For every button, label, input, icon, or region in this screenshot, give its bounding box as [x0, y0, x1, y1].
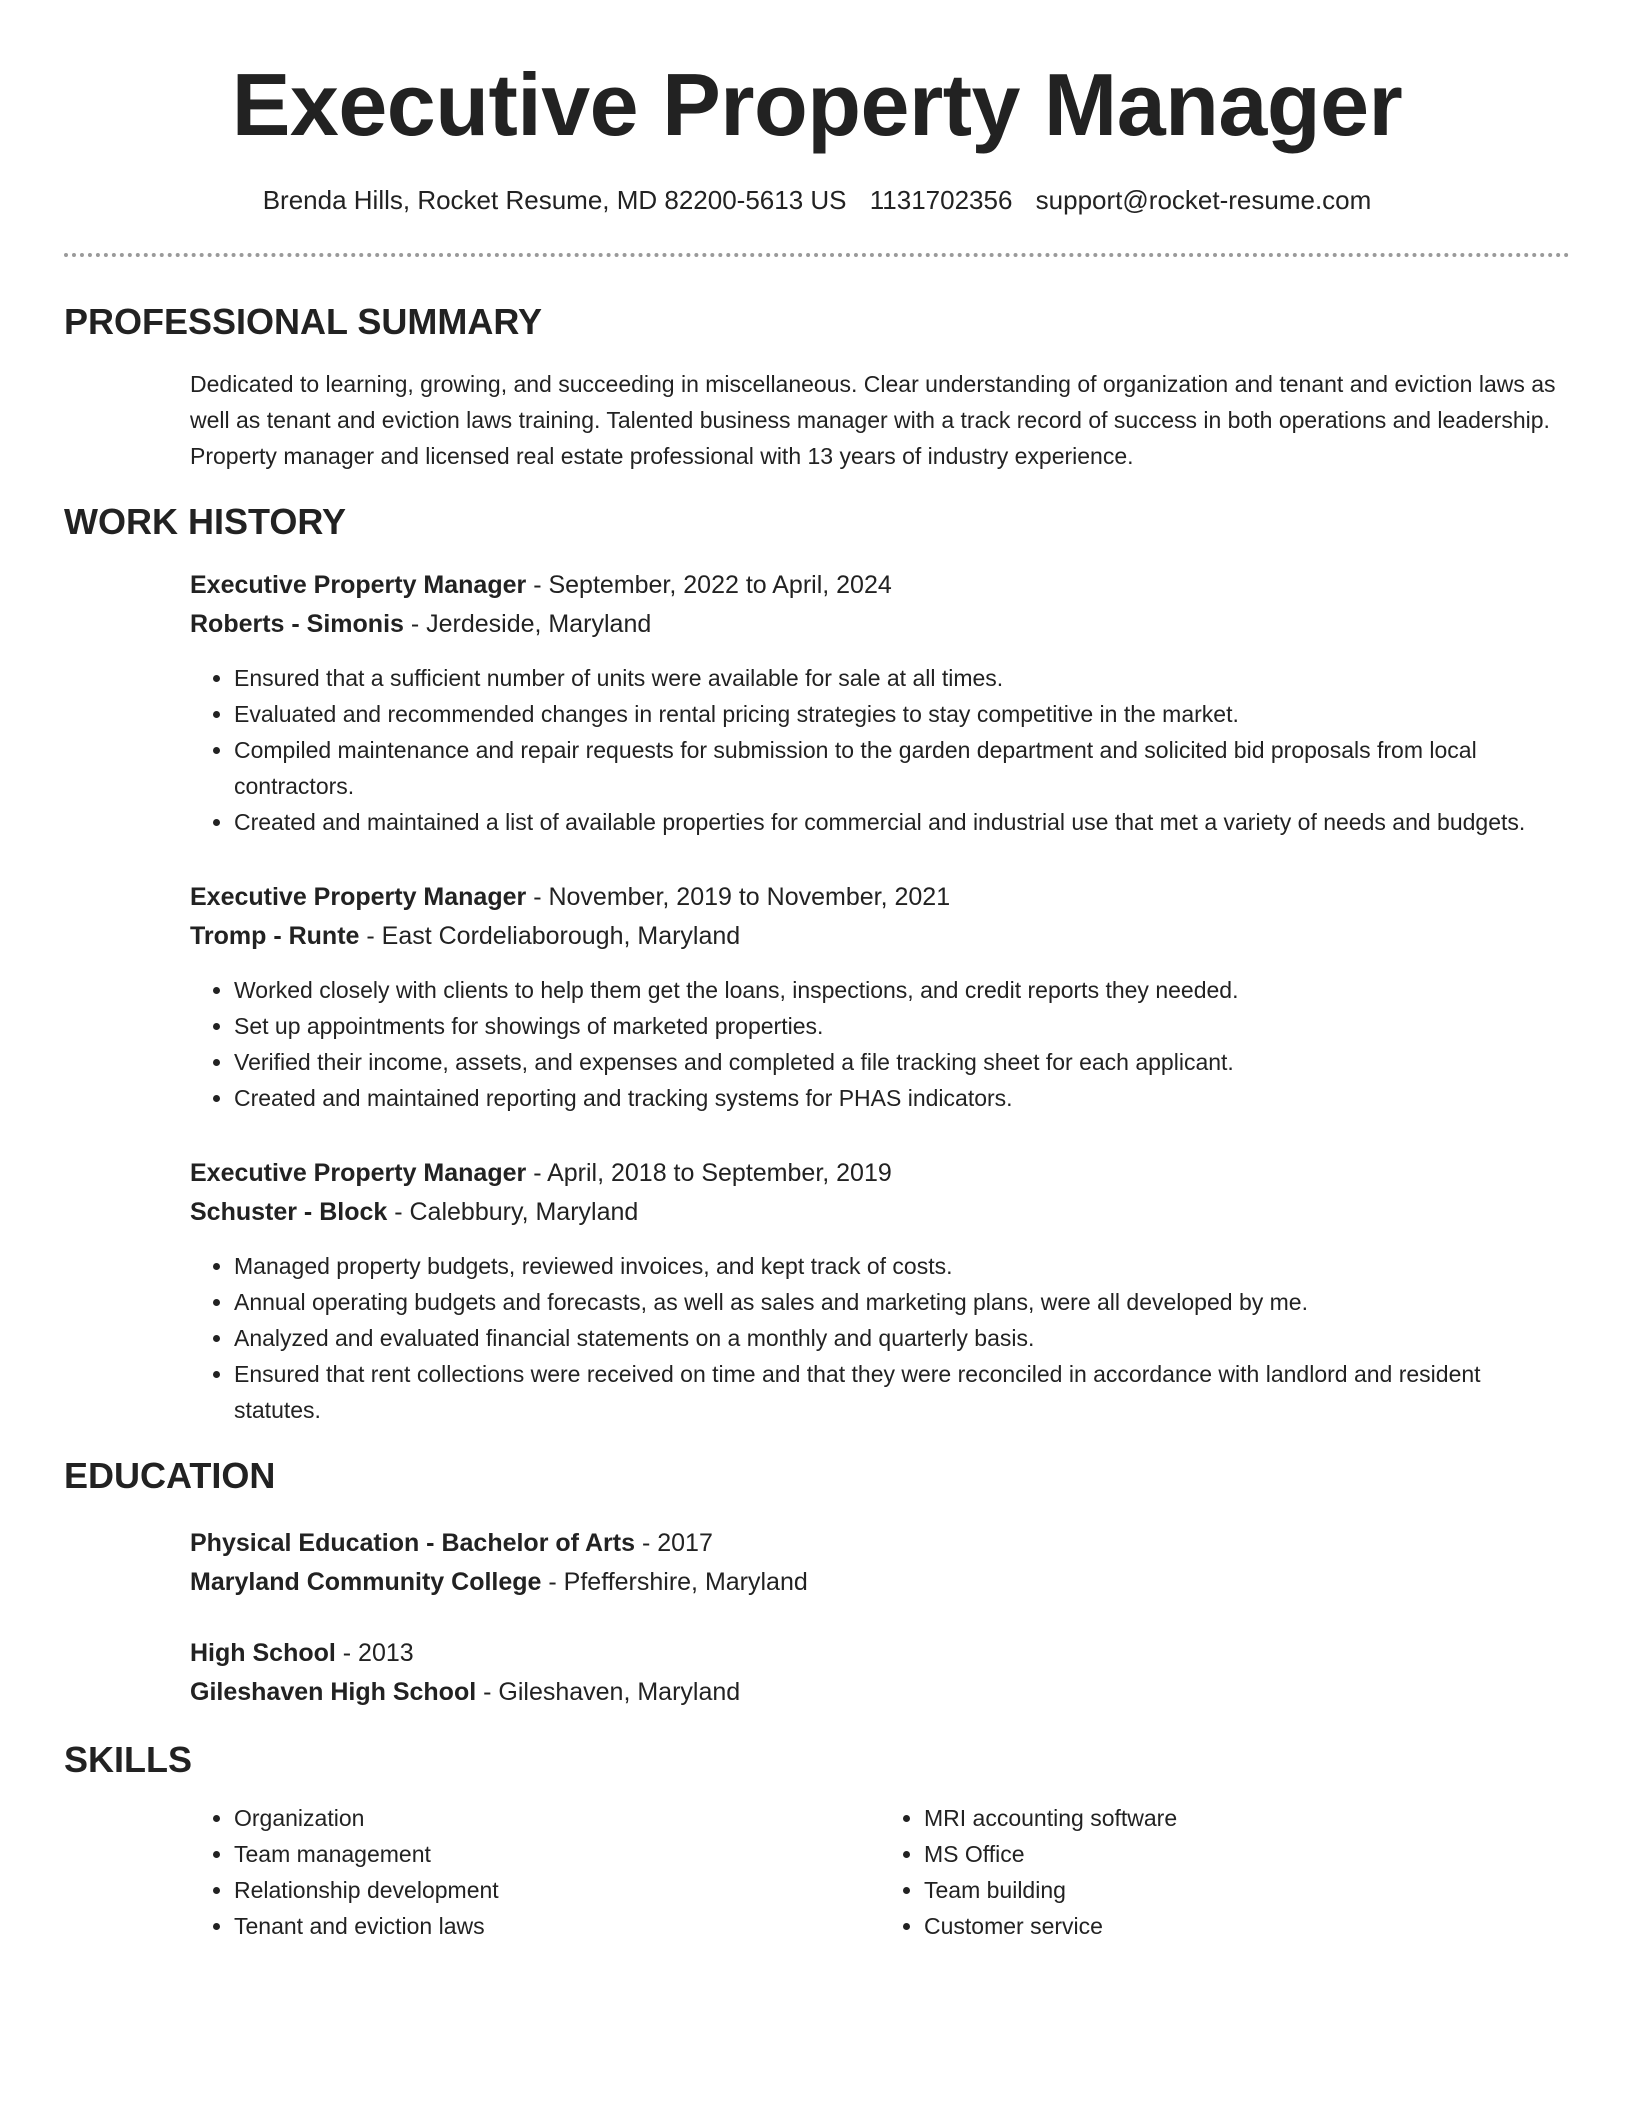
list-item: • Worked closely with clients to help them get the loans, inspections, and credit reports they needed. [234, 972, 1570, 1008]
skill-item: • Organization [234, 1800, 880, 1836]
list-item: • Verified their income, assets, and expenses and completed a file tracking sheet for each applicant. [234, 1044, 1570, 1080]
skill-item: • Customer service [924, 1908, 1570, 1944]
education-location: - Pfeffershire, Maryland [541, 1568, 808, 1596]
skill-item: • MS Office [924, 1836, 1570, 1872]
job-dates: - April, 2018 to September, 2019 [526, 1159, 892, 1187]
education-entry [190, 1634, 1570, 1712]
job-role: Executive Property Manager [190, 571, 527, 599]
resume-name: Executive Property Manager [231, 55, 1403, 154]
job-bullets [190, 972, 1570, 1116]
skills-column-left [190, 1800, 880, 1944]
job-role: Executive Property Manager [190, 1159, 527, 1187]
education-degree: Physical Education - Bachelor of Arts [190, 1529, 636, 1557]
job-role: Executive Property Manager [190, 883, 527, 911]
skills-heading: SKILLS [64, 1739, 193, 1780]
skills-column-right [880, 1800, 1570, 1944]
education-year: - 2013 [335, 1639, 414, 1667]
list-item: • Annual operating budgets and forecasts, as well as sales and marketing plans, were all developed by me. [234, 1284, 1570, 1320]
job-title-line [190, 878, 1570, 917]
skill-item: • MRI accounting software [924, 1800, 1570, 1836]
education-location: - Gileshaven, Maryland [476, 1678, 741, 1706]
job-location: - Calebbury, Maryland [387, 1198, 639, 1226]
education-degree-line [190, 1634, 1570, 1673]
job-location: - East Cordeliaborough, Maryland [359, 922, 741, 950]
job-title-line [190, 1154, 1570, 1193]
contact-email: support@rocket-resume.com [1035, 185, 1372, 215]
list-item: • Ensured that rent collections were received on time and that they were reconciled in accordance with landlord and resident statutes. [234, 1356, 1570, 1428]
job-company-line [190, 1193, 1570, 1232]
skills-grid [190, 1800, 1570, 1944]
job-company-line [190, 917, 1570, 956]
education-school-line [190, 1673, 1570, 1712]
skill-item: • Team management [234, 1836, 880, 1872]
list-item: • Ensured that a sufficient number of units were available for sale at all times. [234, 660, 1570, 696]
job-company-line [190, 605, 1570, 644]
summary-heading: PROFESSIONAL SUMMARY [64, 301, 543, 342]
contact-line [64, 183, 1570, 217]
skill-item: • Team building [924, 1872, 1570, 1908]
education-school-line [190, 1563, 1570, 1602]
education-heading: EDUCATION [64, 1455, 276, 1496]
list-item: • Compiled maintenance and repair requests for submission to the garden department and solicited bid proposals from local contractors. [234, 732, 1570, 804]
job-entry [190, 878, 1570, 1116]
education-year: - 2017 [635, 1529, 713, 1557]
skill-item: • Tenant and eviction laws [234, 1908, 880, 1944]
skill-item: • Relationship development [234, 1872, 880, 1908]
list-item: • Set up appointments for showings of marketed properties. [234, 1008, 1570, 1044]
job-location: - Jerdeside, Maryland [403, 610, 652, 638]
job-entry [190, 1154, 1570, 1428]
summary-text: Dedicated to learning, growing, and succeeding in miscellaneous. Clear understanding of organization and tenant and eviction laws as well as tenant and eviction laws training. Talented business manager with a track record of success in both operations and leadership. Property manager and licensed real estate professional with 13 years of industry experience. [190, 371, 1556, 469]
education-degree: High School [190, 1639, 336, 1667]
job-company: Schuster - Block [190, 1198, 388, 1226]
contact-phone: 1131702356 [869, 185, 1013, 215]
education-list [190, 1524, 1570, 1712]
list-item: • Managed property budgets, reviewed invoices, and kept track of costs. [234, 1248, 1570, 1284]
job-dates: - September, 2022 to April, 2024 [526, 571, 892, 599]
list-item: • Analyzed and evaluated financial statements on a monthly and quarterly basis. [234, 1320, 1570, 1356]
job-title-line [190, 566, 1570, 605]
job-company: Roberts - Simonis [190, 610, 404, 638]
job-bullets [190, 1248, 1570, 1428]
list-item: • Created and maintained reporting and tracking systems for PHAS indicators. [234, 1080, 1570, 1116]
work-history-list [190, 566, 1570, 1428]
education-entry [190, 1524, 1570, 1602]
job-entry [190, 566, 1570, 840]
education-school: Maryland Community College [190, 1568, 542, 1596]
resume-page [64, 0, 1570, 1944]
job-dates: - November, 2019 to November, 2021 [526, 883, 951, 911]
work-history-heading: WORK HISTORY [64, 501, 347, 542]
contact-address: Brenda Hills, Rocket Resume, MD 82200-5613 US [262, 185, 847, 215]
header-divider [64, 253, 1570, 257]
job-company: Tromp - Runte [190, 922, 360, 950]
education-school: Gileshaven High School [190, 1678, 477, 1706]
list-item: • Evaluated and recommended changes in rental pricing strategies to stay competitive in the market. [234, 696, 1570, 732]
list-item: • Created and maintained a list of available properties for commercial and industrial use that met a variety of needs and budgets. [234, 804, 1570, 840]
job-bullets [190, 660, 1570, 840]
education-degree-line [190, 1524, 1570, 1563]
